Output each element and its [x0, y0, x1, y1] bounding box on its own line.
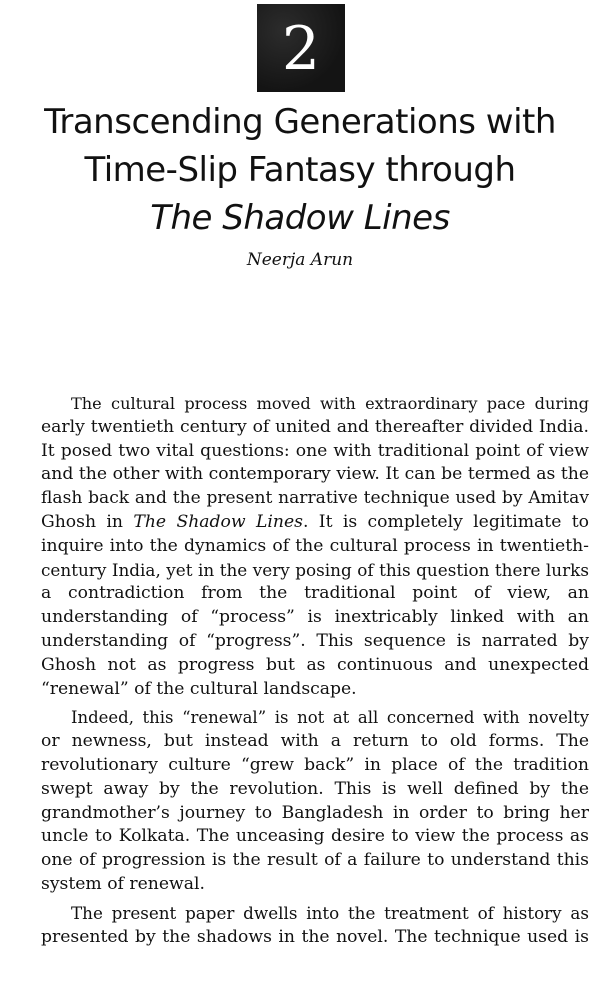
chapter-title: [0, 98, 600, 242]
text-line: system of renewal.: [41, 873, 205, 894]
text-line: Indeed, this “renewal” is not at all concerned with novelty: [71, 708, 589, 728]
chapter-title-line-3: The Shadow Lines: [150, 198, 450, 238]
text-line: understanding of “progress”. This sequence is narrated by: [41, 630, 589, 651]
text-line: grandmother’s journey to Bangladesh in order to bring her: [41, 802, 589, 823]
text-line: or newness, but instead with a return to old forms. The: [41, 731, 589, 752]
paragraph: [11, 392, 589, 701]
text-line: presented by the shadows in the novel. The technique used is: [41, 926, 589, 947]
paragraph: [11, 706, 589, 896]
text-segment: . It is completely legitimate to: [302, 511, 589, 532]
text-segment: Ghosh in: [41, 511, 134, 532]
text-line: The present paper dwells into the treatment of history as: [71, 902, 589, 923]
text-line: inquire into the dynamics of the cultural process in twentieth-: [41, 535, 589, 556]
text-line: early twentieth century of united and thereafter divided India.: [41, 416, 589, 437]
text-line: understanding of “process” is inextricably linked with an: [41, 607, 589, 628]
chapter-number-badge: [257, 4, 345, 92]
paragraph: [11, 902, 589, 950]
text-line: The cultural process moved with extraordinary pace during: [71, 394, 589, 413]
text-line: revolutionary culture “grew back” in place of the tradition: [41, 754, 589, 775]
text-line: century India, yet in the very posing of this question there lurks: [41, 559, 589, 580]
text-line: flash back and the present narrative technique used by Amitav: [41, 488, 589, 509]
text-line: uncle to Kolkata. The unceasing desire to view the process as: [41, 826, 589, 847]
book-title-reference: The Shadow Lines: [133, 511, 303, 532]
text-line: a contradiction from the traditional point of view, an: [41, 583, 589, 604]
text-line: swept away by the revolution. This is well defined by the: [41, 778, 589, 799]
body-text: [11, 392, 589, 949]
text-line: and the other with contemporary view. It can be termed as the: [41, 464, 589, 485]
text-line: “renewal” of the cultural landscape.: [41, 678, 357, 699]
text-line: Ghosh not as progress but as continuous and unexpected: [41, 654, 589, 675]
text-line: [11, 511, 589, 535]
text-line: It posed two vital questions: one with traditional point of view: [41, 440, 589, 461]
chapter-number: 2: [281, 14, 321, 84]
chapter-title-line-2: Time-Slip Fantasy through: [84, 150, 516, 190]
chapter-title-line-1: Transcending Generations with: [44, 102, 556, 142]
author-name: Neerja Arun: [246, 250, 354, 270]
text-line: one of progression is the result of a failure to understand this: [41, 850, 589, 871]
